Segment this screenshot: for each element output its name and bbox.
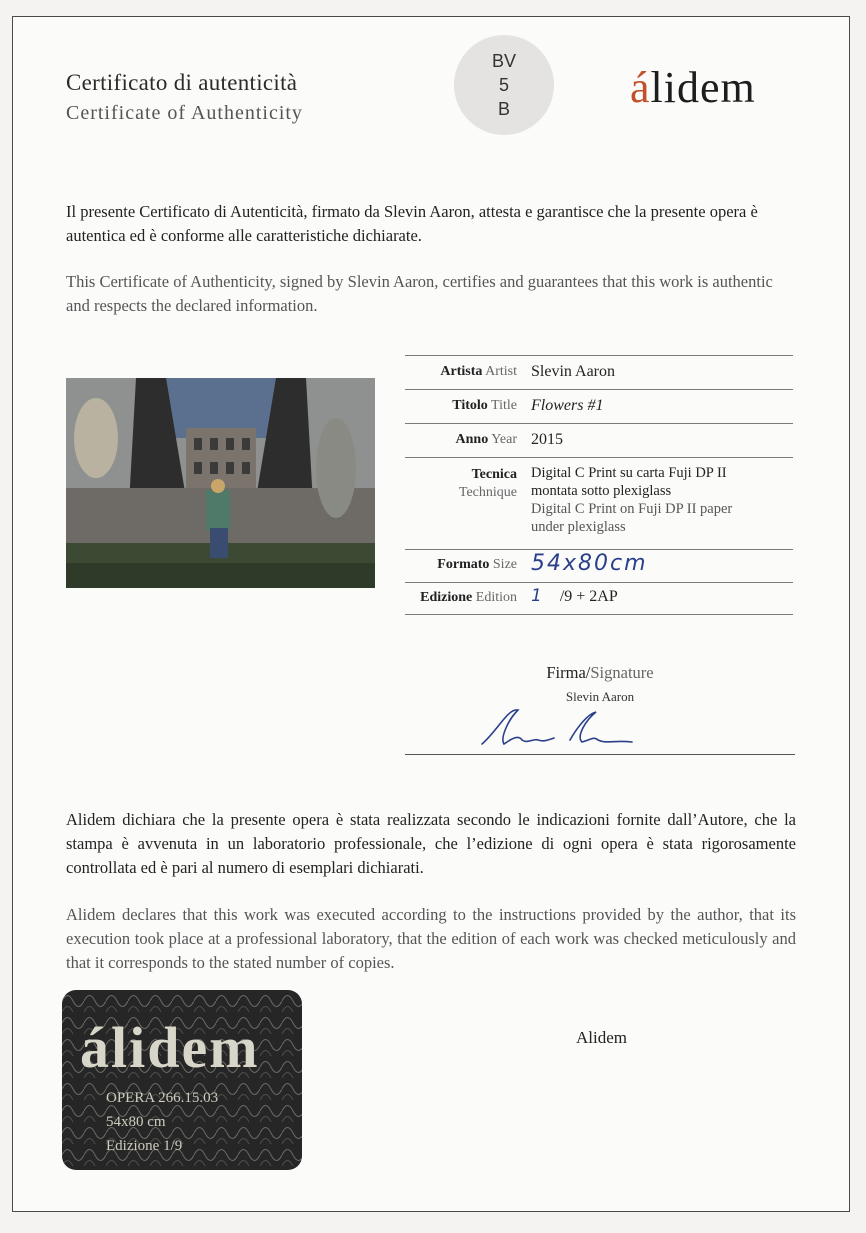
info-row-technique — [405, 457, 793, 549]
artwork-image — [66, 378, 375, 588]
label-it: Anno — [455, 432, 489, 447]
certificate-title-en: Certificate of Authenticity — [66, 102, 303, 124]
technique-value-en: under plexiglass — [531, 519, 626, 535]
label-en: Technique — [458, 485, 517, 500]
info-row-size — [405, 549, 793, 582]
certificate-title-it: Certificato di autenticità — [66, 70, 298, 95]
stamp-line: 5 — [498, 75, 509, 95]
stamp-line: B — [497, 99, 510, 119]
signature-label — [405, 663, 795, 683]
label-it: Edizione — [420, 590, 473, 605]
intro-text-it: Il presente Certificato di Autenticità, firmato da Slevin Aaron, attesta e garantisce che la presente opera è autentica ed è conforme alle caratteristiche dichiarate. — [66, 202, 758, 245]
technique-value-it: montata sotto plexiglass — [531, 483, 672, 499]
signature-line — [405, 754, 795, 755]
signature-label-en: Signature — [590, 663, 654, 682]
declaration-text-it: Alidem dichiara che la presente opera è stata realizzata secondo le indicazioni fornite dall’Autore, che la stampa è avvenuta in un laboratorio professionale, che l’edizione di ogni opera è stata rigorosamente controllata ed è pari al numero di esemplari dichiarati. — [66, 810, 796, 877]
edition-handwritten-number: 1 — [531, 586, 542, 606]
label-it: Tecnica — [471, 467, 517, 482]
info-row-title — [405, 389, 793, 423]
hologram-line: Edizione 1/9 — [106, 1138, 183, 1154]
reference-stamp — [454, 35, 554, 135]
label-en: Artist — [485, 364, 517, 379]
intro-text-en: This Certificate of Authenticity, signed by Slevin Aaron, certifies and guarantees that this work is authentic and respects the declared information. — [66, 272, 773, 315]
hologram-line: OPERA 266.15.03 — [106, 1090, 219, 1106]
hologram-line: 54x80 cm — [106, 1114, 166, 1130]
technique-value-it: Digital C Print su carta Fuji DP II — [531, 465, 727, 481]
title-value: Flowers #1 — [531, 397, 604, 414]
artwork-info-table — [405, 355, 793, 615]
label-it: Titolo — [452, 398, 488, 413]
signer-name: Slevin Aaron — [565, 689, 635, 704]
label-it: Artista — [440, 364, 483, 379]
info-row-year — [405, 423, 793, 457]
technique-value-en: Digital C Print on Fuji DP II paper — [531, 501, 733, 517]
artwork-photo — [66, 378, 375, 588]
hologram-brand: álidem — [80, 1015, 260, 1080]
label-it: Formato — [437, 557, 490, 572]
logo-accent-letter: á — [630, 63, 651, 112]
issuer-signature: Alidem — [576, 1028, 627, 1047]
year-value: 2015 — [531, 431, 563, 448]
info-row-edition — [405, 582, 793, 615]
alidem-logo — [630, 62, 756, 113]
signature-label-it: Firma/ — [546, 663, 591, 682]
size-handwritten-value: 54x80cm — [531, 551, 648, 576]
edition-value: /9 + 2AP — [559, 588, 618, 605]
stamp-line: BV — [491, 51, 516, 71]
label-en: Edition — [475, 590, 517, 605]
declaration-text-en: Alidem declares that this work was executed according to the instructions provided by the author, that its execution took place at a professional laboratory, that the edition of each work was checked meticulously and that it corresponds to the stated number of copies. — [66, 905, 796, 972]
label-en: Size — [492, 557, 517, 572]
label-en: Year — [491, 432, 517, 447]
artist-value: Slevin Aaron — [531, 363, 615, 380]
logo-rest: lidem — [650, 63, 756, 112]
hologram-seal — [62, 990, 302, 1170]
info-row-artist — [405, 355, 793, 389]
handwritten-signature — [478, 700, 638, 750]
label-en: Title — [491, 398, 517, 413]
